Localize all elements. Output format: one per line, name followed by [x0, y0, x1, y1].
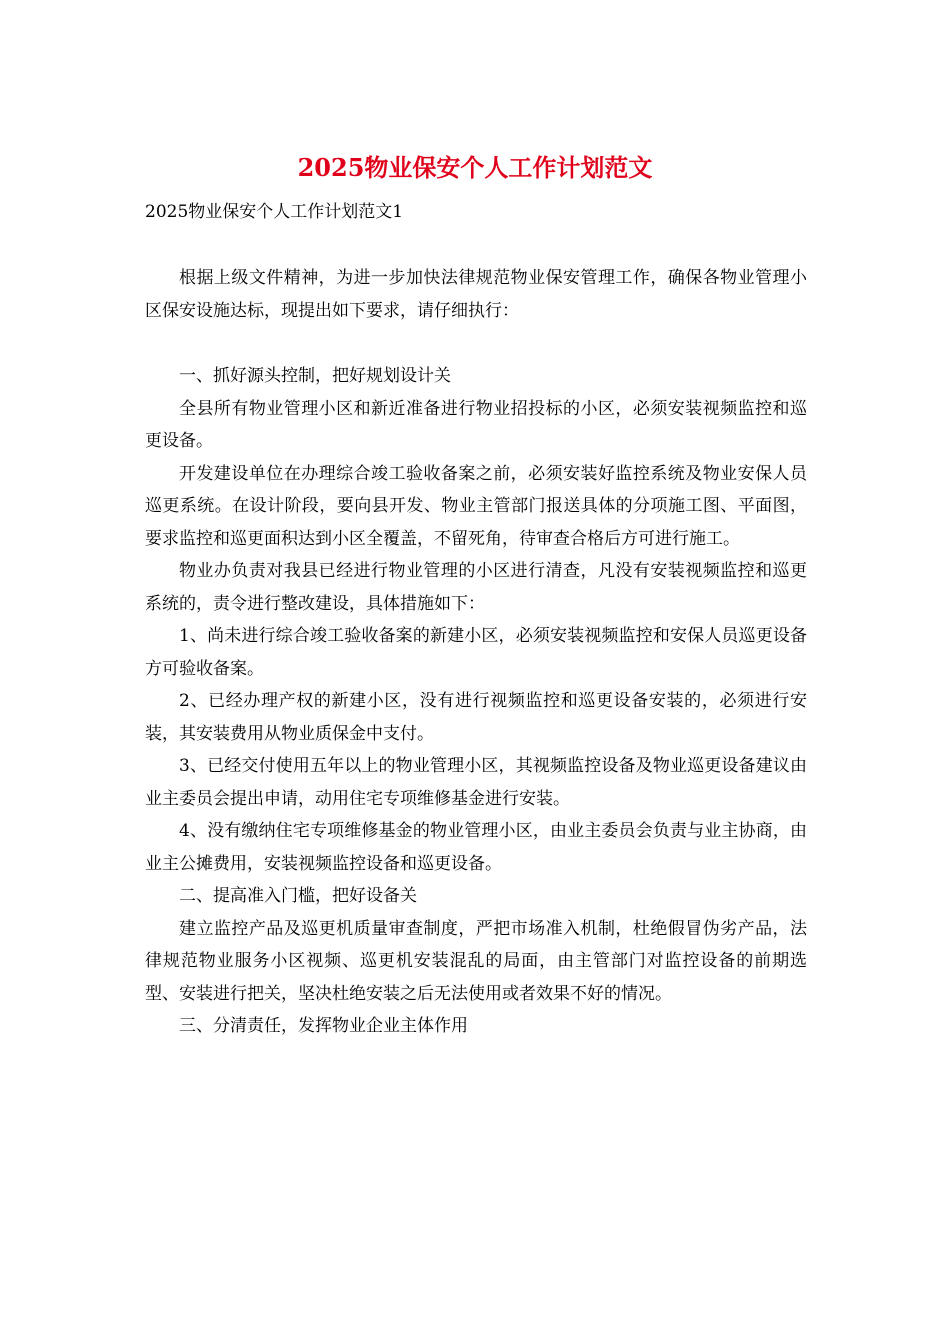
list-item: 3、已经交付使用五年以上的物业管理小区，其视频监控设备及物业巡更设备建议由业主委员会提出申请，动用住宅专项维修基金进行安装。: [145, 756, 807, 809]
document-subtitle: 2025物业保安个人工作计划范文1: [145, 202, 404, 222]
paragraph: 全县所有物业管理小区和新近准备进行物业招投标的小区，必须安装视频监控和巡更设备。: [145, 398, 807, 451]
section-heading-3: 三、分清责任，发挥物业企业主体作用: [179, 1016, 468, 1036]
paragraph: 开发建设单位在办理综合竣工验收备案之前，必须安装好监控系统及物业安保人员巡更系统。在设计阶段，要向县开发、物业主管部门报送具体的分项施工图、平面图，要求监控和巡更面积达到小区全覆盖，不留死角，待审查合格后方可进行施工。: [145, 463, 807, 549]
list-item: 1、尚未进行综合竣工验收备案的新建小区，必须安装视频监控和安保人员巡更设备方可验收备案。: [145, 626, 807, 679]
paragraph: 建立监控产品及巡更机质量审查制度，严把市场准入机制，杜绝假冒伪劣产品，法律规范物业服务小区视频、巡更机安装混乱的局面，由主管部门对监控设备的前期选型、安装进行把关，坚决杜绝安装之后无法使用或者效果不好的情况。: [145, 918, 807, 1004]
paragraph: 物业办负责对我县已经进行物业管理的小区进行清查，凡没有安装视频监控和巡更系统的，责令进行整改建设，具体措施如下：: [145, 561, 807, 614]
list-item: 4、没有缴纳住宅专项维修基金的物业管理小区，由业主委员会负责与业主协商，由业主公摊费用，安装视频监控设备和巡更设备。: [145, 821, 807, 874]
section-heading-1: 一、抓好源头控制，把好规划设计关: [179, 366, 451, 386]
paragraph-intro: 根据上级文件精神，为进一步加快法律规范物业保安管理工作，确保各物业管理小区保安设施达标，现提出如下要求，请仔细执行：: [145, 268, 807, 321]
list-item: 2、已经办理产权的新建小区，没有进行视频监控和巡更设备安装的，必须进行安装，其安装费用从物业质保金中支付。: [145, 691, 807, 744]
document-title: 2025物业保安个人工作计划范文: [297, 153, 653, 182]
section-heading-2: 二、提高准入门槛，把好设备关: [179, 886, 417, 906]
document-body: [145, 262, 807, 1043]
